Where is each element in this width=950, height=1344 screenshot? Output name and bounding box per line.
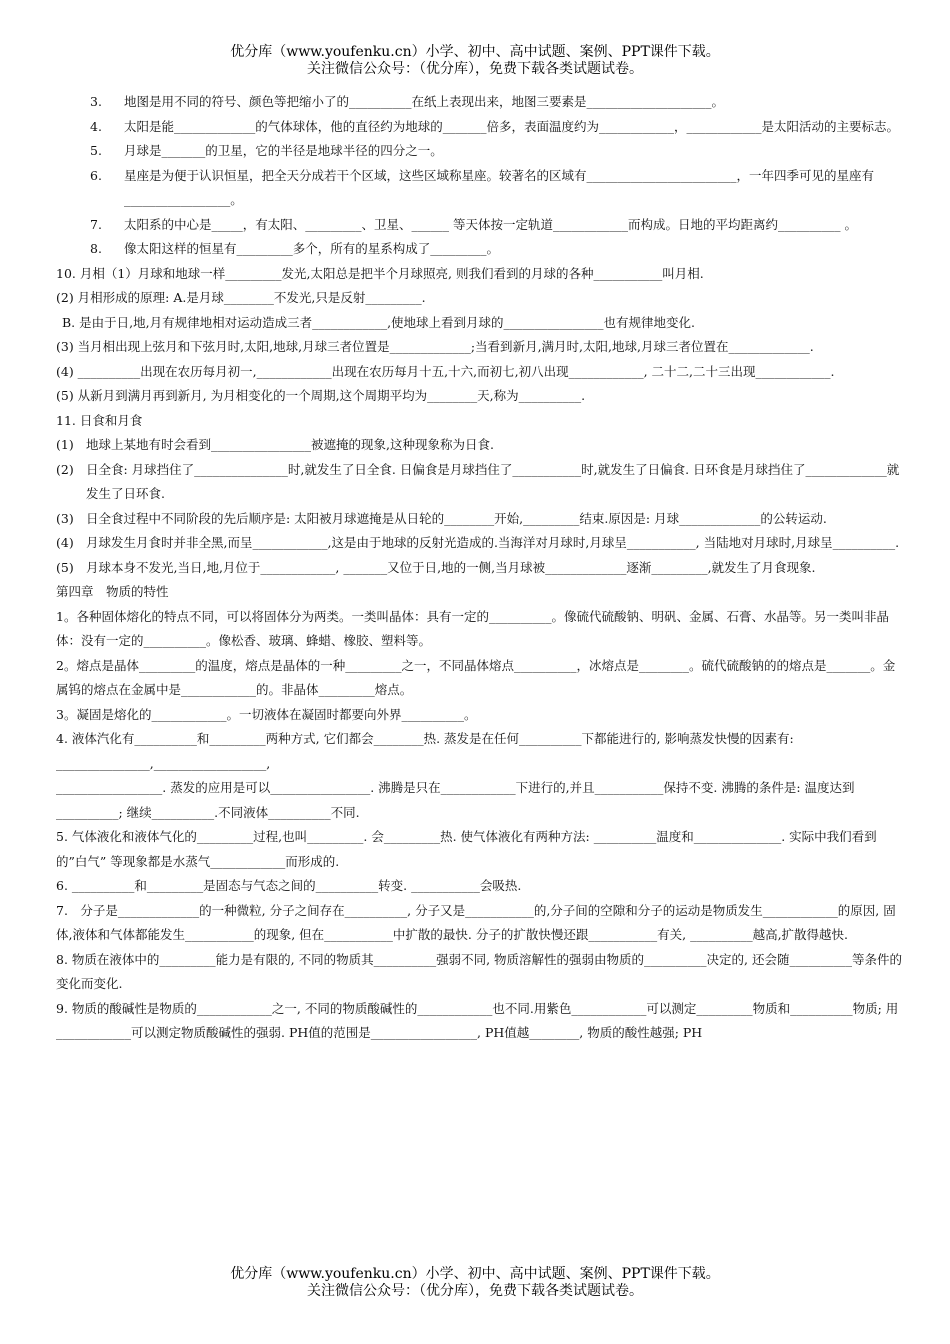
item-number: 5.: [90, 143, 102, 158]
item-text: 地球上某地有时会看到________________被遮掩的现象,这种现象称为日食.: [86, 437, 494, 452]
footer-line-2: 关注微信公众号：（优分库），免费下载各类试题试卷。: [307, 1283, 643, 1299]
item-text: 月球发生月食时并非全黑,而呈____________,这是由于地球的反射光造成的.当海洋对月球时,月球呈___________, 当陆地对月球时,月球呈__________.: [86, 535, 900, 550]
list-item: [56, 433, 904, 458]
header-line-2: 关注微信公众号：（优分库），免费下载各类试题试卷。: [307, 61, 643, 77]
list-item: [56, 213, 904, 238]
list-item: [56, 458, 904, 507]
list-item: [56, 237, 904, 262]
chapter-paragraph: 2。熔点是晶体_________的温度，熔点是晶体的一种_________之一，不同晶体熔点__________，冰熔点是________。硫代硫酸钠的的熔点是_______。金属钨的熔点在金属中是____________的。非晶体_________熔点。: [56, 657, 896, 697]
page-header: [0, 44, 950, 78]
page-footer: [0, 1266, 950, 1300]
item-number: 3.: [90, 94, 102, 109]
moon-phase-line-4: (3) 当月相出现上弦月和下弦月时,太阳,地球,月球三者位置是_____________;当看到新月,满月时,太阳,地球,月球三者位置在_____________.: [56, 339, 814, 354]
footer-line-1: 优分库（www.youfenku.cn）小学、初中、高中试题、案例、PPT课件下载。: [230, 1266, 720, 1282]
item-text: 像太阳这样的恒星有_________多个，所有的星系构成了_________。: [124, 241, 500, 256]
item-number: (5): [56, 559, 74, 575]
chapter-paragraph: 4. 液体汽化有__________和_________两种方式, 它们都会________热. 蒸发是在任何__________下都能进行的, 影响蒸发快慢的因素有: _______________,__________________,: [56, 731, 794, 771]
document-body: [56, 90, 904, 1046]
moon-phase-line-5: (4) __________出现在农历每月初一,____________出现在农历每月十五,十六,而初七,初八出现____________, 二十二,二十三出现____________.: [56, 363, 835, 379]
moon-phase-line-2: (2) 月相形成的原理: A.是月球________不发光,只是反射_________.: [56, 290, 426, 305]
chapter-paragraph: 9. 物质的酸碱性是物质的____________之一, 不同的物质酸碱性的____________也不同.用紫色____________可以测定_________物质和__________物质; 用____________可以测定物质酸碱性的强弱. PH值的范围是_________________, PH值越________, 物质的酸性越强; PH: [56, 1000, 899, 1040]
item-text: 日全食: 月球挡住了_______________时,就发生了日全食. 日偏食是月球挡住了___________时,就发生了日偏食. 日环食是月球挡住了_____________就发生了日环食.: [86, 461, 900, 501]
chapter-paragraph: 8. 物质在液体中的_________能力是有限的, 不同的物质其__________强弱不同, 物质溶解性的强弱由物质的__________决定的, 还会随__________等条件的变化而变化.: [56, 951, 902, 991]
item-number: 4.: [90, 118, 102, 134]
chapter-paragraph: 1。各种固体熔化的特点不同，可以将固体分为两类。一类叫晶体：具有一定的__________。像硫代硫酸钠、明矾、金属、石膏、水晶等。另一类叫非晶体：没有一定的__________。像松香、玻璃、蜂蜡、橡胶、塑料等。: [56, 608, 889, 648]
item-text: 太阳是能_____________的气体球体，他的直径约为地球的_______倍多，表面温度约为____________，____________是太阳活动的主要标志。: [124, 118, 900, 134]
item-number: (2): [56, 461, 74, 477]
moon-phase-line-6: (5) 从新月到满月再到新月, 为月相变化的一个周期,这个周期平均为________天,称为__________.: [56, 388, 586, 403]
list-item: [56, 556, 904, 581]
list-item: [56, 531, 904, 556]
item-number: (4): [56, 535, 74, 550]
item-text: 地图是用不同的符号、颜色等把缩小了的__________在纸上表现出来，地图三要素是____________________。: [124, 94, 725, 109]
item-number: (3): [56, 510, 74, 526]
chapter-paragraph: 3。凝固是熔化的____________。一切液体在凝固时都要向外界__________。: [56, 706, 477, 722]
chapter-paragraph: _________________. 蒸发的应用是可以________________. 沸腾是只在____________下进行的,并且___________保持不变. 沸腾的条件是: 温度达到__________; 继续__________.不同液体__________不同.: [56, 780, 855, 820]
header-line-1: 优分库（www.youfenku.cn）小学、初中、高中试题、案例、PPT课件下载。: [230, 44, 720, 60]
chapter-paragraph: 6. __________和_________是固态与气态之间的__________转变. ___________会吸热.: [56, 878, 522, 893]
list-item: [56, 90, 904, 115]
item-text: 月球本身不发光,当日,地,月位于____________, _______又位于日,地的一侧,当月球被_____________逐渐_________,就发生了月食现象.: [86, 559, 816, 575]
chapter-paragraph: 5. 气体液化和液体气化的_________过程,也叫_________. 会_________热. 使气体液化有两种方法: __________温度和______________. 实际中我们看到的”白气” 等现象都是水蒸气____________而形成的.: [56, 829, 877, 869]
item-text: 星座是为便于认识恒星，把全天分成若干个区域，这些区域称星座。较著名的区域有________________________，一年四季可见的星座有_________________。: [124, 167, 875, 207]
list-item: [56, 115, 904, 140]
item-number: 7.: [90, 216, 102, 232]
item-number: 8.: [90, 241, 102, 256]
item-number: (1): [56, 437, 74, 452]
list-item: [56, 164, 904, 213]
list-item: [56, 507, 904, 532]
chapter-title: 第四章 物质的特性: [56, 584, 169, 599]
eclipse-title: 11. 日食和月食: [56, 412, 143, 428]
item-text: 太阳系的中心是_____，有太阳、_________、卫星、______ 等天体按一定轨道____________而构成。日地的平均距离约__________ 。: [124, 216, 857, 232]
moon-phase-line-3: B. 是由于日,地,月有规律地相对运动造成三者____________,使地球上看到月球的________________也有规律地变化.: [62, 314, 696, 330]
list-item: [56, 139, 904, 164]
item-number: 6.: [90, 167, 102, 183]
item-text: 日全食过程中不同阶段的先后顺序是: 太阳被月球遮掩是从日轮的________开始,_________结束.原因是: 月球_____________的公转运动.: [86, 510, 827, 526]
chapter-paragraph: 7. 分子是_____________的一种微粒, 分子之间存在__________, 分子又是___________的,分子间的空隙和分子的运动是物质发生____________的原因, 固体,液体和气体都能发生___________的现象, 但在___________中扩散的最快. 分子的扩散快慢还跟___________有关, __________越高,扩散得越快.: [56, 902, 896, 942]
item-text: 月球是_______的卫星，它的半径是地球半径的四分之一。: [124, 143, 443, 158]
moon-phase-line-1: 10. 月相（1）月球和地球一样_________发光,太阳总是把半个月球照亮, 则我们看到的月球的各种___________叫月相.: [56, 265, 704, 281]
